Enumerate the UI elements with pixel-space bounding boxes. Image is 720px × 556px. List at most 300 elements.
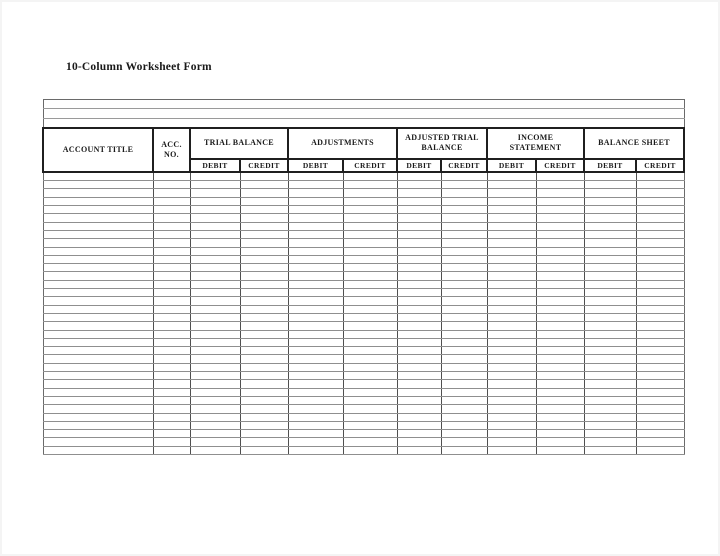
cell-account-title xyxy=(43,206,153,214)
cell-balance-sheet-credit xyxy=(636,214,684,222)
worksheet-row xyxy=(43,347,684,355)
cell-trial-balance-credit xyxy=(240,413,288,421)
cell-acc-no xyxy=(153,297,190,305)
cell-adjustments-credit xyxy=(343,388,397,396)
cell-adjusted-trial-balance-debit xyxy=(397,405,441,413)
cell-trial-balance-debit xyxy=(190,189,240,197)
cell-balance-sheet-debit xyxy=(584,297,636,305)
cell-trial-balance-credit xyxy=(240,438,288,446)
cell-adjustments-credit xyxy=(343,230,397,238)
cell-trial-balance-debit xyxy=(190,255,240,263)
cell-income-statement-credit xyxy=(536,446,584,454)
cell-account-title xyxy=(43,305,153,313)
cell-income-statement-debit xyxy=(487,264,536,272)
worksheet-row xyxy=(43,388,684,396)
cell-account-title xyxy=(43,255,153,263)
cell-trial-balance-debit xyxy=(190,413,240,421)
cell-trial-balance-debit xyxy=(190,372,240,380)
cell-adjustments-credit xyxy=(343,255,397,263)
cell-balance-sheet-credit xyxy=(636,272,684,280)
cell-adjustments-credit xyxy=(343,280,397,288)
cell-balance-sheet-debit xyxy=(584,214,636,222)
cell-income-statement-debit xyxy=(487,372,536,380)
cell-adjusted-trial-balance-credit xyxy=(441,322,487,330)
cell-account-title xyxy=(43,189,153,197)
worksheet-row xyxy=(43,396,684,404)
adjustments-debit-header: DEBIT xyxy=(288,159,343,172)
cell-adjustments-credit xyxy=(343,438,397,446)
cell-adjusted-trial-balance-credit xyxy=(441,330,487,338)
cell-balance-sheet-credit xyxy=(636,396,684,404)
group-header-balance-sheet: BALANCE SHEET xyxy=(584,128,684,159)
cell-balance-sheet-debit xyxy=(584,197,636,205)
cell-adjustments-credit xyxy=(343,338,397,346)
cell-adjustments-debit xyxy=(288,230,343,238)
cell-trial-balance-credit xyxy=(240,396,288,404)
cell-income-statement-debit xyxy=(487,438,536,446)
cell-acc-no xyxy=(153,181,190,189)
cell-adjusted-trial-balance-credit xyxy=(441,438,487,446)
cell-income-statement-debit xyxy=(487,280,536,288)
adjustments-credit-header: CREDIT xyxy=(343,159,397,172)
cell-income-statement-debit xyxy=(487,388,536,396)
cell-income-statement-credit xyxy=(536,264,584,272)
cell-income-statement-credit xyxy=(536,289,584,297)
cell-account-title xyxy=(43,230,153,238)
cell-adjusted-trial-balance-credit xyxy=(441,396,487,404)
cell-trial-balance-credit xyxy=(240,405,288,413)
cell-income-statement-credit xyxy=(536,338,584,346)
cell-trial-balance-debit xyxy=(190,313,240,321)
cell-balance-sheet-credit xyxy=(636,430,684,438)
cell-acc-no xyxy=(153,405,190,413)
cell-adjusted-trial-balance-credit xyxy=(441,214,487,222)
cell-adjustments-credit xyxy=(343,272,397,280)
cell-balance-sheet-credit xyxy=(636,264,684,272)
cell-adjusted-trial-balance-debit xyxy=(397,239,441,247)
worksheet-row xyxy=(43,264,684,272)
cell-adjusted-trial-balance-credit xyxy=(441,347,487,355)
cell-adjustments-credit xyxy=(343,330,397,338)
cell-balance-sheet-credit xyxy=(636,239,684,247)
cell-trial-balance-debit xyxy=(190,421,240,429)
cell-adjusted-trial-balance-debit xyxy=(397,396,441,404)
cell-acc-no xyxy=(153,206,190,214)
cell-trial-balance-debit xyxy=(190,330,240,338)
cell-income-statement-credit xyxy=(536,206,584,214)
cell-trial-balance-debit xyxy=(190,172,240,181)
cell-trial-balance-debit xyxy=(190,388,240,396)
worksheet-row xyxy=(43,272,684,280)
cell-account-title xyxy=(43,355,153,363)
cell-adjusted-trial-balance-debit xyxy=(397,438,441,446)
cell-balance-sheet-credit xyxy=(636,289,684,297)
cell-balance-sheet-credit xyxy=(636,330,684,338)
cell-trial-balance-debit xyxy=(190,272,240,280)
cell-trial-balance-debit xyxy=(190,347,240,355)
cell-balance-sheet-debit xyxy=(584,363,636,371)
cell-income-statement-credit xyxy=(536,280,584,288)
cell-account-title xyxy=(43,222,153,230)
cell-account-title xyxy=(43,388,153,396)
cell-adjusted-trial-balance-debit xyxy=(397,446,441,454)
worksheet-row xyxy=(43,305,684,313)
cell-adjustments-debit xyxy=(288,438,343,446)
cell-balance-sheet-credit xyxy=(636,438,684,446)
cell-balance-sheet-credit xyxy=(636,372,684,380)
balance-sheet-debit-header: DEBIT xyxy=(584,159,636,172)
cell-trial-balance-credit xyxy=(240,446,288,454)
blank-top-row xyxy=(43,109,684,118)
cell-account-title xyxy=(43,413,153,421)
cell-trial-balance-debit xyxy=(190,396,240,404)
cell-acc-no xyxy=(153,363,190,371)
cell-adjusted-trial-balance-credit xyxy=(441,372,487,380)
cell-balance-sheet-credit xyxy=(636,405,684,413)
cell-balance-sheet-debit xyxy=(584,222,636,230)
cell-account-title xyxy=(43,214,153,222)
cell-adjustments-debit xyxy=(288,330,343,338)
cell-trial-balance-credit xyxy=(240,313,288,321)
cell-acc-no xyxy=(153,396,190,404)
cell-adjustments-debit xyxy=(288,172,343,181)
cell-income-statement-credit xyxy=(536,305,584,313)
cell-income-statement-credit xyxy=(536,396,584,404)
cell-income-statement-credit xyxy=(536,230,584,238)
worksheet-row xyxy=(43,255,684,263)
worksheet-row xyxy=(43,446,684,454)
cell-balance-sheet-debit xyxy=(584,438,636,446)
cell-trial-balance-debit xyxy=(190,430,240,438)
cell-account-title xyxy=(43,372,153,380)
worksheet-row xyxy=(43,206,684,214)
cell-income-statement-debit xyxy=(487,255,536,263)
cell-trial-balance-credit xyxy=(240,305,288,313)
cell-balance-sheet-debit xyxy=(584,305,636,313)
cell-trial-balance-debit xyxy=(190,181,240,189)
cell-income-statement-debit xyxy=(487,313,536,321)
cell-income-statement-debit xyxy=(487,189,536,197)
cell-trial-balance-debit xyxy=(190,280,240,288)
cell-adjustments-debit xyxy=(288,372,343,380)
cell-acc-no xyxy=(153,272,190,280)
cell-adjustments-credit xyxy=(343,413,397,421)
cell-adjustments-credit xyxy=(343,430,397,438)
cell-trial-balance-credit xyxy=(240,272,288,280)
worksheet-row xyxy=(43,430,684,438)
cell-balance-sheet-credit xyxy=(636,189,684,197)
cell-adjustments-debit xyxy=(288,305,343,313)
cell-income-statement-credit xyxy=(536,239,584,247)
cell-acc-no xyxy=(153,264,190,272)
cell-acc-no xyxy=(153,214,190,222)
group-header-income-statement: INCOME STATEMENT xyxy=(487,128,584,159)
cell-adjustments-credit xyxy=(343,222,397,230)
cell-trial-balance-debit xyxy=(190,214,240,222)
cell-adjusted-trial-balance-debit xyxy=(397,413,441,421)
blank-top-cell xyxy=(43,109,684,118)
cell-trial-balance-debit xyxy=(190,289,240,297)
cell-trial-balance-debit xyxy=(190,206,240,214)
cell-balance-sheet-credit xyxy=(636,181,684,189)
cell-balance-sheet-debit xyxy=(584,338,636,346)
cell-account-title xyxy=(43,272,153,280)
cell-income-statement-credit xyxy=(536,380,584,388)
cell-adjusted-trial-balance-credit xyxy=(441,230,487,238)
cell-income-statement-debit xyxy=(487,413,536,421)
cell-adjustments-credit xyxy=(343,172,397,181)
cell-income-statement-credit xyxy=(536,405,584,413)
cell-acc-no xyxy=(153,330,190,338)
cell-income-statement-credit xyxy=(536,355,584,363)
cell-balance-sheet-debit xyxy=(584,405,636,413)
cell-income-statement-credit xyxy=(536,363,584,371)
cell-adjustments-debit xyxy=(288,280,343,288)
cell-trial-balance-credit xyxy=(240,172,288,181)
cell-income-statement-credit xyxy=(536,388,584,396)
cell-adjustments-credit xyxy=(343,206,397,214)
cell-adjustments-debit xyxy=(288,206,343,214)
page-title: 10-Column Worksheet Form xyxy=(66,61,212,73)
cell-trial-balance-credit xyxy=(240,338,288,346)
cell-balance-sheet-debit xyxy=(584,313,636,321)
income-statement-credit-header: CREDIT xyxy=(536,159,584,172)
cell-acc-no xyxy=(153,289,190,297)
cell-income-statement-credit xyxy=(536,313,584,321)
cell-trial-balance-debit xyxy=(190,305,240,313)
cell-balance-sheet-debit xyxy=(584,330,636,338)
cell-account-title xyxy=(43,405,153,413)
cell-account-title xyxy=(43,297,153,305)
cell-trial-balance-credit xyxy=(240,430,288,438)
cell-income-statement-credit xyxy=(536,222,584,230)
cell-adjustments-credit xyxy=(343,239,397,247)
column-header-account-title: ACCOUNT TITLE xyxy=(43,128,153,172)
cell-balance-sheet-credit xyxy=(636,313,684,321)
cell-trial-balance-debit xyxy=(190,438,240,446)
cell-trial-balance-credit xyxy=(240,230,288,238)
cell-adjusted-trial-balance-debit xyxy=(397,355,441,363)
cell-adjustments-debit xyxy=(288,363,343,371)
cell-adjustments-credit xyxy=(343,297,397,305)
cell-adjusted-trial-balance-debit xyxy=(397,206,441,214)
cell-income-statement-debit xyxy=(487,446,536,454)
cell-adjusted-trial-balance-debit xyxy=(397,388,441,396)
cell-adjusted-trial-balance-debit xyxy=(397,272,441,280)
cell-income-statement-debit xyxy=(487,172,536,181)
worksheet-row xyxy=(43,338,684,346)
cell-account-title xyxy=(43,181,153,189)
cell-income-statement-debit xyxy=(487,297,536,305)
cell-acc-no xyxy=(153,247,190,255)
cell-balance-sheet-credit xyxy=(636,230,684,238)
cell-account-title xyxy=(43,172,153,181)
blank-top-row xyxy=(43,100,684,109)
cell-income-statement-debit xyxy=(487,197,536,205)
worksheet-grid xyxy=(42,99,685,455)
cell-balance-sheet-debit xyxy=(584,347,636,355)
cell-adjustments-debit xyxy=(288,272,343,280)
cell-adjustments-debit xyxy=(288,297,343,305)
worksheet-row xyxy=(43,363,684,371)
cell-trial-balance-debit xyxy=(190,338,240,346)
cell-income-statement-debit xyxy=(487,222,536,230)
cell-adjusted-trial-balance-debit xyxy=(397,197,441,205)
cell-adjusted-trial-balance-debit xyxy=(397,264,441,272)
cell-trial-balance-credit xyxy=(240,388,288,396)
cell-trial-balance-debit xyxy=(190,239,240,247)
cell-income-statement-credit xyxy=(536,322,584,330)
cell-income-statement-credit xyxy=(536,189,584,197)
cell-income-statement-debit xyxy=(487,396,536,404)
cell-account-title xyxy=(43,239,153,247)
cell-adjustments-credit xyxy=(343,405,397,413)
cell-adjustments-debit xyxy=(288,338,343,346)
cell-adjusted-trial-balance-credit xyxy=(441,363,487,371)
cell-income-statement-debit xyxy=(487,247,536,255)
group-header-adjustments: ADJUSTMENTS xyxy=(288,128,397,159)
cell-adjusted-trial-balance-debit xyxy=(397,214,441,222)
cell-balance-sheet-credit xyxy=(636,255,684,263)
cell-balance-sheet-debit xyxy=(584,264,636,272)
cell-adjusted-trial-balance-credit xyxy=(441,421,487,429)
cell-adjusted-trial-balance-debit xyxy=(397,338,441,346)
cell-trial-balance-credit xyxy=(240,214,288,222)
worksheet-row xyxy=(43,330,684,338)
cell-adjusted-trial-balance-credit xyxy=(441,413,487,421)
cell-adjusted-trial-balance-credit xyxy=(441,297,487,305)
cell-trial-balance-debit xyxy=(190,380,240,388)
cell-adjustments-credit xyxy=(343,421,397,429)
cell-trial-balance-credit xyxy=(240,181,288,189)
cell-acc-no xyxy=(153,222,190,230)
cell-balance-sheet-credit xyxy=(636,247,684,255)
cell-balance-sheet-debit xyxy=(584,322,636,330)
cell-adjustments-credit xyxy=(343,372,397,380)
cell-acc-no xyxy=(153,172,190,181)
cell-balance-sheet-credit xyxy=(636,322,684,330)
cell-adjusted-trial-balance-credit xyxy=(441,430,487,438)
cell-income-statement-debit xyxy=(487,421,536,429)
worksheet-row xyxy=(43,322,684,330)
balance-sheet-credit-header: CREDIT xyxy=(636,159,684,172)
cell-account-title xyxy=(43,247,153,255)
cell-balance-sheet-credit xyxy=(636,297,684,305)
cell-adjusted-trial-balance-credit xyxy=(441,380,487,388)
cell-trial-balance-credit xyxy=(240,347,288,355)
cell-adjusted-trial-balance-credit xyxy=(441,172,487,181)
cell-trial-balance-credit xyxy=(240,355,288,363)
cell-trial-balance-credit xyxy=(240,197,288,205)
cell-balance-sheet-debit xyxy=(584,372,636,380)
cell-acc-no xyxy=(153,305,190,313)
cell-balance-sheet-debit xyxy=(584,430,636,438)
blank-top-cell xyxy=(43,118,684,128)
cell-adjusted-trial-balance-debit xyxy=(397,380,441,388)
cell-adjusted-trial-balance-credit xyxy=(441,305,487,313)
cell-trial-balance-debit xyxy=(190,297,240,305)
cell-account-title xyxy=(43,363,153,371)
cell-balance-sheet-credit xyxy=(636,388,684,396)
worksheet-row xyxy=(43,230,684,238)
cell-adjusted-trial-balance-credit xyxy=(441,239,487,247)
cell-account-title xyxy=(43,421,153,429)
cell-adjustments-credit xyxy=(343,313,397,321)
cell-adjusted-trial-balance-debit xyxy=(397,181,441,189)
cell-income-statement-credit xyxy=(536,413,584,421)
cell-trial-balance-credit xyxy=(240,322,288,330)
cell-adjustments-credit xyxy=(343,363,397,371)
cell-trial-balance-debit xyxy=(190,230,240,238)
cell-adjustments-debit xyxy=(288,322,343,330)
header-group-row xyxy=(43,128,684,159)
worksheet-row xyxy=(43,197,684,205)
cell-acc-no xyxy=(153,255,190,263)
adjusted-trial-balance-credit-header: CREDIT xyxy=(441,159,487,172)
worksheet-row xyxy=(43,214,684,222)
cell-adjusted-trial-balance-debit xyxy=(397,430,441,438)
cell-adjusted-trial-balance-debit xyxy=(397,172,441,181)
cell-balance-sheet-credit xyxy=(636,363,684,371)
worksheet-row xyxy=(43,421,684,429)
trial-balance-credit-header: CREDIT xyxy=(240,159,288,172)
cell-balance-sheet-credit xyxy=(636,172,684,181)
cell-balance-sheet-debit xyxy=(584,289,636,297)
cell-income-statement-debit xyxy=(487,181,536,189)
cell-income-statement-debit xyxy=(487,305,536,313)
worksheet-row xyxy=(43,413,684,421)
cell-adjusted-trial-balance-debit xyxy=(397,280,441,288)
cell-balance-sheet-credit xyxy=(636,206,684,214)
cell-acc-no xyxy=(153,380,190,388)
cell-acc-no xyxy=(153,438,190,446)
worksheet-row xyxy=(43,297,684,305)
cell-account-title xyxy=(43,322,153,330)
cell-adjustments-credit xyxy=(343,380,397,388)
cell-adjusted-trial-balance-credit xyxy=(441,446,487,454)
blank-top-row xyxy=(43,118,684,128)
cell-income-statement-debit xyxy=(487,230,536,238)
cell-adjusted-trial-balance-credit xyxy=(441,189,487,197)
cell-adjustments-credit xyxy=(343,264,397,272)
cell-acc-no xyxy=(153,372,190,380)
cell-trial-balance-debit xyxy=(190,405,240,413)
cell-income-statement-credit xyxy=(536,255,584,263)
cell-balance-sheet-debit xyxy=(584,396,636,404)
cell-income-statement-credit xyxy=(536,214,584,222)
cell-income-statement-debit xyxy=(487,214,536,222)
blank-top-cell xyxy=(43,100,684,109)
cell-adjusted-trial-balance-debit xyxy=(397,421,441,429)
cell-adjusted-trial-balance-debit xyxy=(397,297,441,305)
cell-account-title xyxy=(43,197,153,205)
cell-adjusted-trial-balance-debit xyxy=(397,305,441,313)
worksheet-row xyxy=(43,181,684,189)
cell-adjusted-trial-balance-credit xyxy=(441,206,487,214)
cell-adjustments-debit xyxy=(288,355,343,363)
worksheet-row xyxy=(43,289,684,297)
cell-income-statement-credit xyxy=(536,372,584,380)
cell-income-statement-debit xyxy=(487,289,536,297)
cell-income-statement-debit xyxy=(487,206,536,214)
cell-adjustments-debit xyxy=(288,380,343,388)
cell-income-statement-debit xyxy=(487,272,536,280)
cell-adjustments-debit xyxy=(288,347,343,355)
cell-balance-sheet-debit xyxy=(584,172,636,181)
cell-adjustments-credit xyxy=(343,396,397,404)
cell-adjusted-trial-balance-debit xyxy=(397,330,441,338)
cell-balance-sheet-debit xyxy=(584,380,636,388)
